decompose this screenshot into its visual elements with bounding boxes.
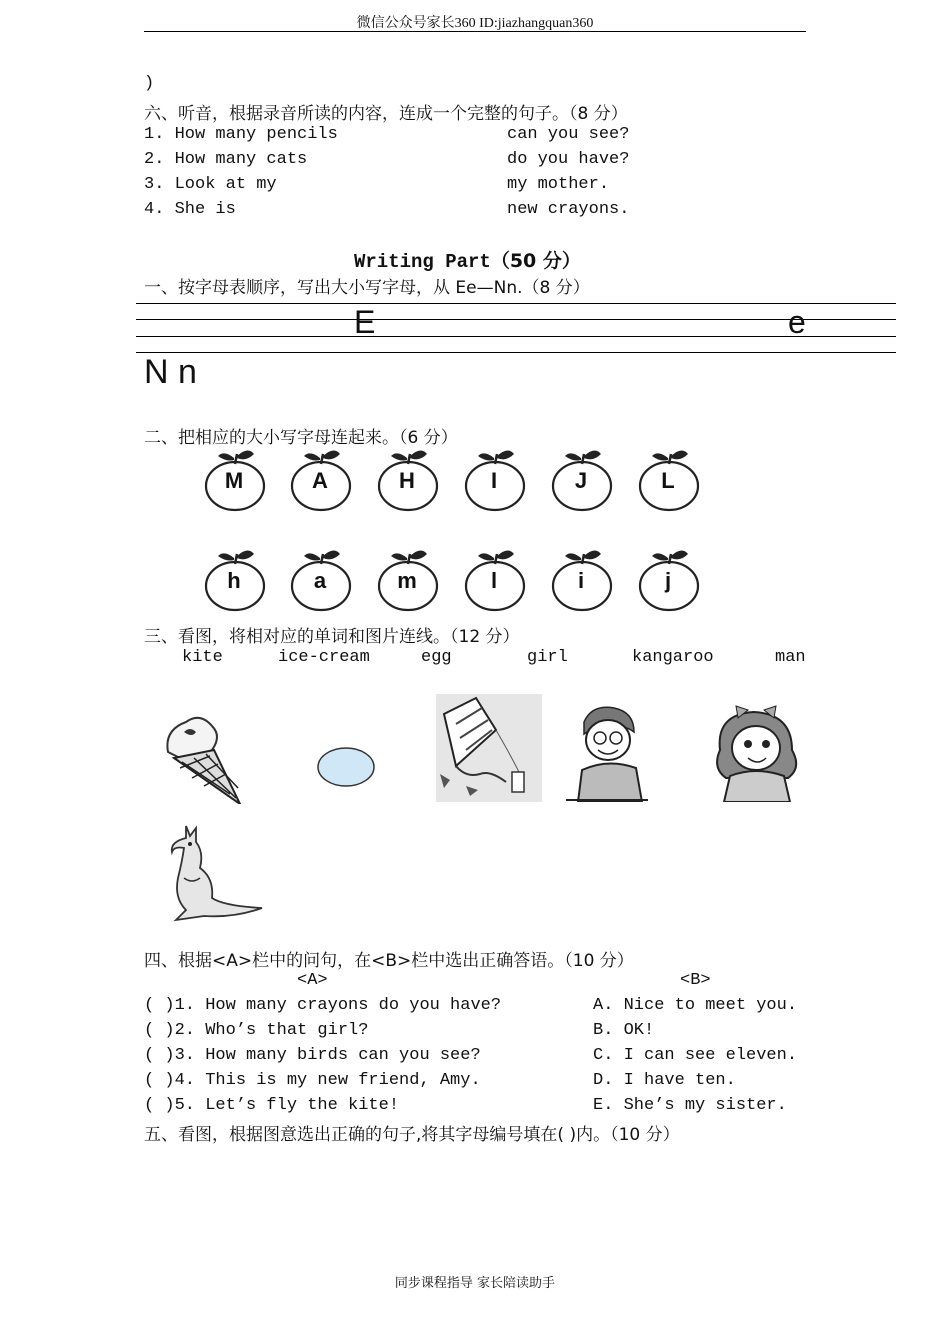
end-letters: N n — [144, 353, 197, 391]
lowercase-apple — [638, 546, 702, 614]
sec6-right-4: new crayons. — [507, 200, 630, 219]
writing-line-4 — [136, 352, 896, 353]
lowercase-letter: j — [664, 568, 672, 593]
uppercase-apple — [290, 446, 354, 514]
question-4: ( )4. This is my new friend, Amy. — [144, 1071, 481, 1090]
start-lower-letter: e — [788, 304, 806, 340]
column-b-label: <B> — [680, 971, 711, 990]
word-man: man — [775, 648, 806, 667]
word-egg: egg — [421, 648, 452, 667]
answer-d: D. I have ten. — [593, 1071, 736, 1090]
word-girl: girl — [527, 648, 568, 667]
uppercase-apple — [204, 446, 268, 514]
word-ice-cream: ice-cream — [278, 648, 370, 667]
lowercase-letter: h — [227, 568, 241, 593]
lowercase-apple — [551, 546, 615, 614]
writing-part-title — [354, 246, 581, 273]
lowercase-apple — [464, 546, 528, 614]
sec6-right-3: my mother. — [507, 175, 610, 194]
kangaroo-picture — [164, 822, 264, 922]
uppercase-apple — [464, 446, 528, 514]
question-1: ( )1. How many crayons do you have? — [144, 996, 502, 1015]
section-6-title: 六、听音，根据录音所读的内容，连成一个完整的句子。（8 分） — [144, 104, 628, 124]
writing-line-3 — [136, 336, 896, 337]
lowercase-letter: m — [397, 568, 417, 593]
writing-4-title: 四、根据<A>栏中的问句，在<B>栏中选出正确答语。（10 分） — [144, 951, 634, 971]
lowercase-letter: a — [313, 568, 327, 593]
start-upper-letter: E — [354, 304, 376, 340]
word-kangaroo: kangaroo — [632, 648, 714, 667]
word-kite: kite — [182, 648, 223, 667]
kite-picture — [436, 694, 542, 802]
sec6-right-1: can you see? — [507, 125, 630, 144]
writing-2-title: 二、把相应的大小写字母连起来。（6 分） — [144, 428, 458, 448]
lowercase-apple — [377, 546, 441, 614]
uppercase-letter: J — [574, 468, 588, 493]
uppercase-letter: L — [661, 468, 675, 493]
lowercase-apple — [204, 546, 268, 614]
header-rule — [144, 31, 806, 32]
uppercase-letter: H — [399, 468, 415, 493]
ice-cream-picture — [160, 712, 246, 804]
sec6-right-2: do you have? — [507, 150, 630, 169]
question-2: ( )2. Who’s that girl? — [144, 1021, 369, 1040]
page-header: 微信公众号家长360 ID:jiazhangquan360 — [356, 16, 594, 31]
question-5: ( )5. Let’s fly the kite! — [144, 1096, 400, 1115]
question-3: ( )3. How many birds can you see? — [144, 1046, 481, 1065]
sec6-left-4: 4. She is — [144, 200, 236, 219]
man-picture — [564, 704, 650, 802]
writing-title-en: Writing Part — [354, 251, 491, 273]
uppercase-apple — [377, 446, 441, 514]
lowercase-letter: i — [577, 568, 585, 593]
answer-a: A. Nice to meet you. — [593, 996, 798, 1015]
writing-title-score: （50 分） — [490, 250, 581, 272]
sec6-left-3: 3. Look at my — [144, 175, 277, 194]
answer-c: C. I can see eleven. — [593, 1046, 798, 1065]
writing-1-title: 一、按字母表顺序，写出大小写字母，从 Ee—Nn.（8 分） — [144, 278, 590, 298]
column-a-label: <A> — [297, 971, 328, 990]
girl-picture — [708, 704, 806, 802]
writing-5-title: 五、看图，根据图意选出正确的句子,将其字母编号填在( )内。（10 分） — [144, 1125, 680, 1145]
answer-b: B. OK! — [593, 1021, 655, 1040]
uppercase-letter: A — [312, 468, 328, 493]
uppercase-apple — [551, 446, 615, 514]
uppercase-apple — [638, 446, 702, 514]
stray-paren: ) — [144, 74, 155, 93]
lowercase-letter: l — [490, 568, 498, 593]
uppercase-letter: I — [490, 468, 498, 493]
writing-line-1 — [136, 303, 896, 304]
page-footer: 同步课程指导 家长陪读助手 — [394, 1276, 556, 1291]
answer-e: E. She’s my sister. — [593, 1096, 787, 1115]
sec6-left-2: 2. How many cats — [144, 150, 308, 169]
egg-picture — [316, 746, 376, 788]
writing-3-title: 三、看图，将相对应的单词和图片连线。（12 分） — [144, 627, 520, 647]
writing-line-2 — [136, 319, 896, 320]
lowercase-apple — [290, 546, 354, 614]
uppercase-letter: M — [224, 468, 244, 493]
sec6-left-1: 1. How many pencils — [144, 125, 338, 144]
